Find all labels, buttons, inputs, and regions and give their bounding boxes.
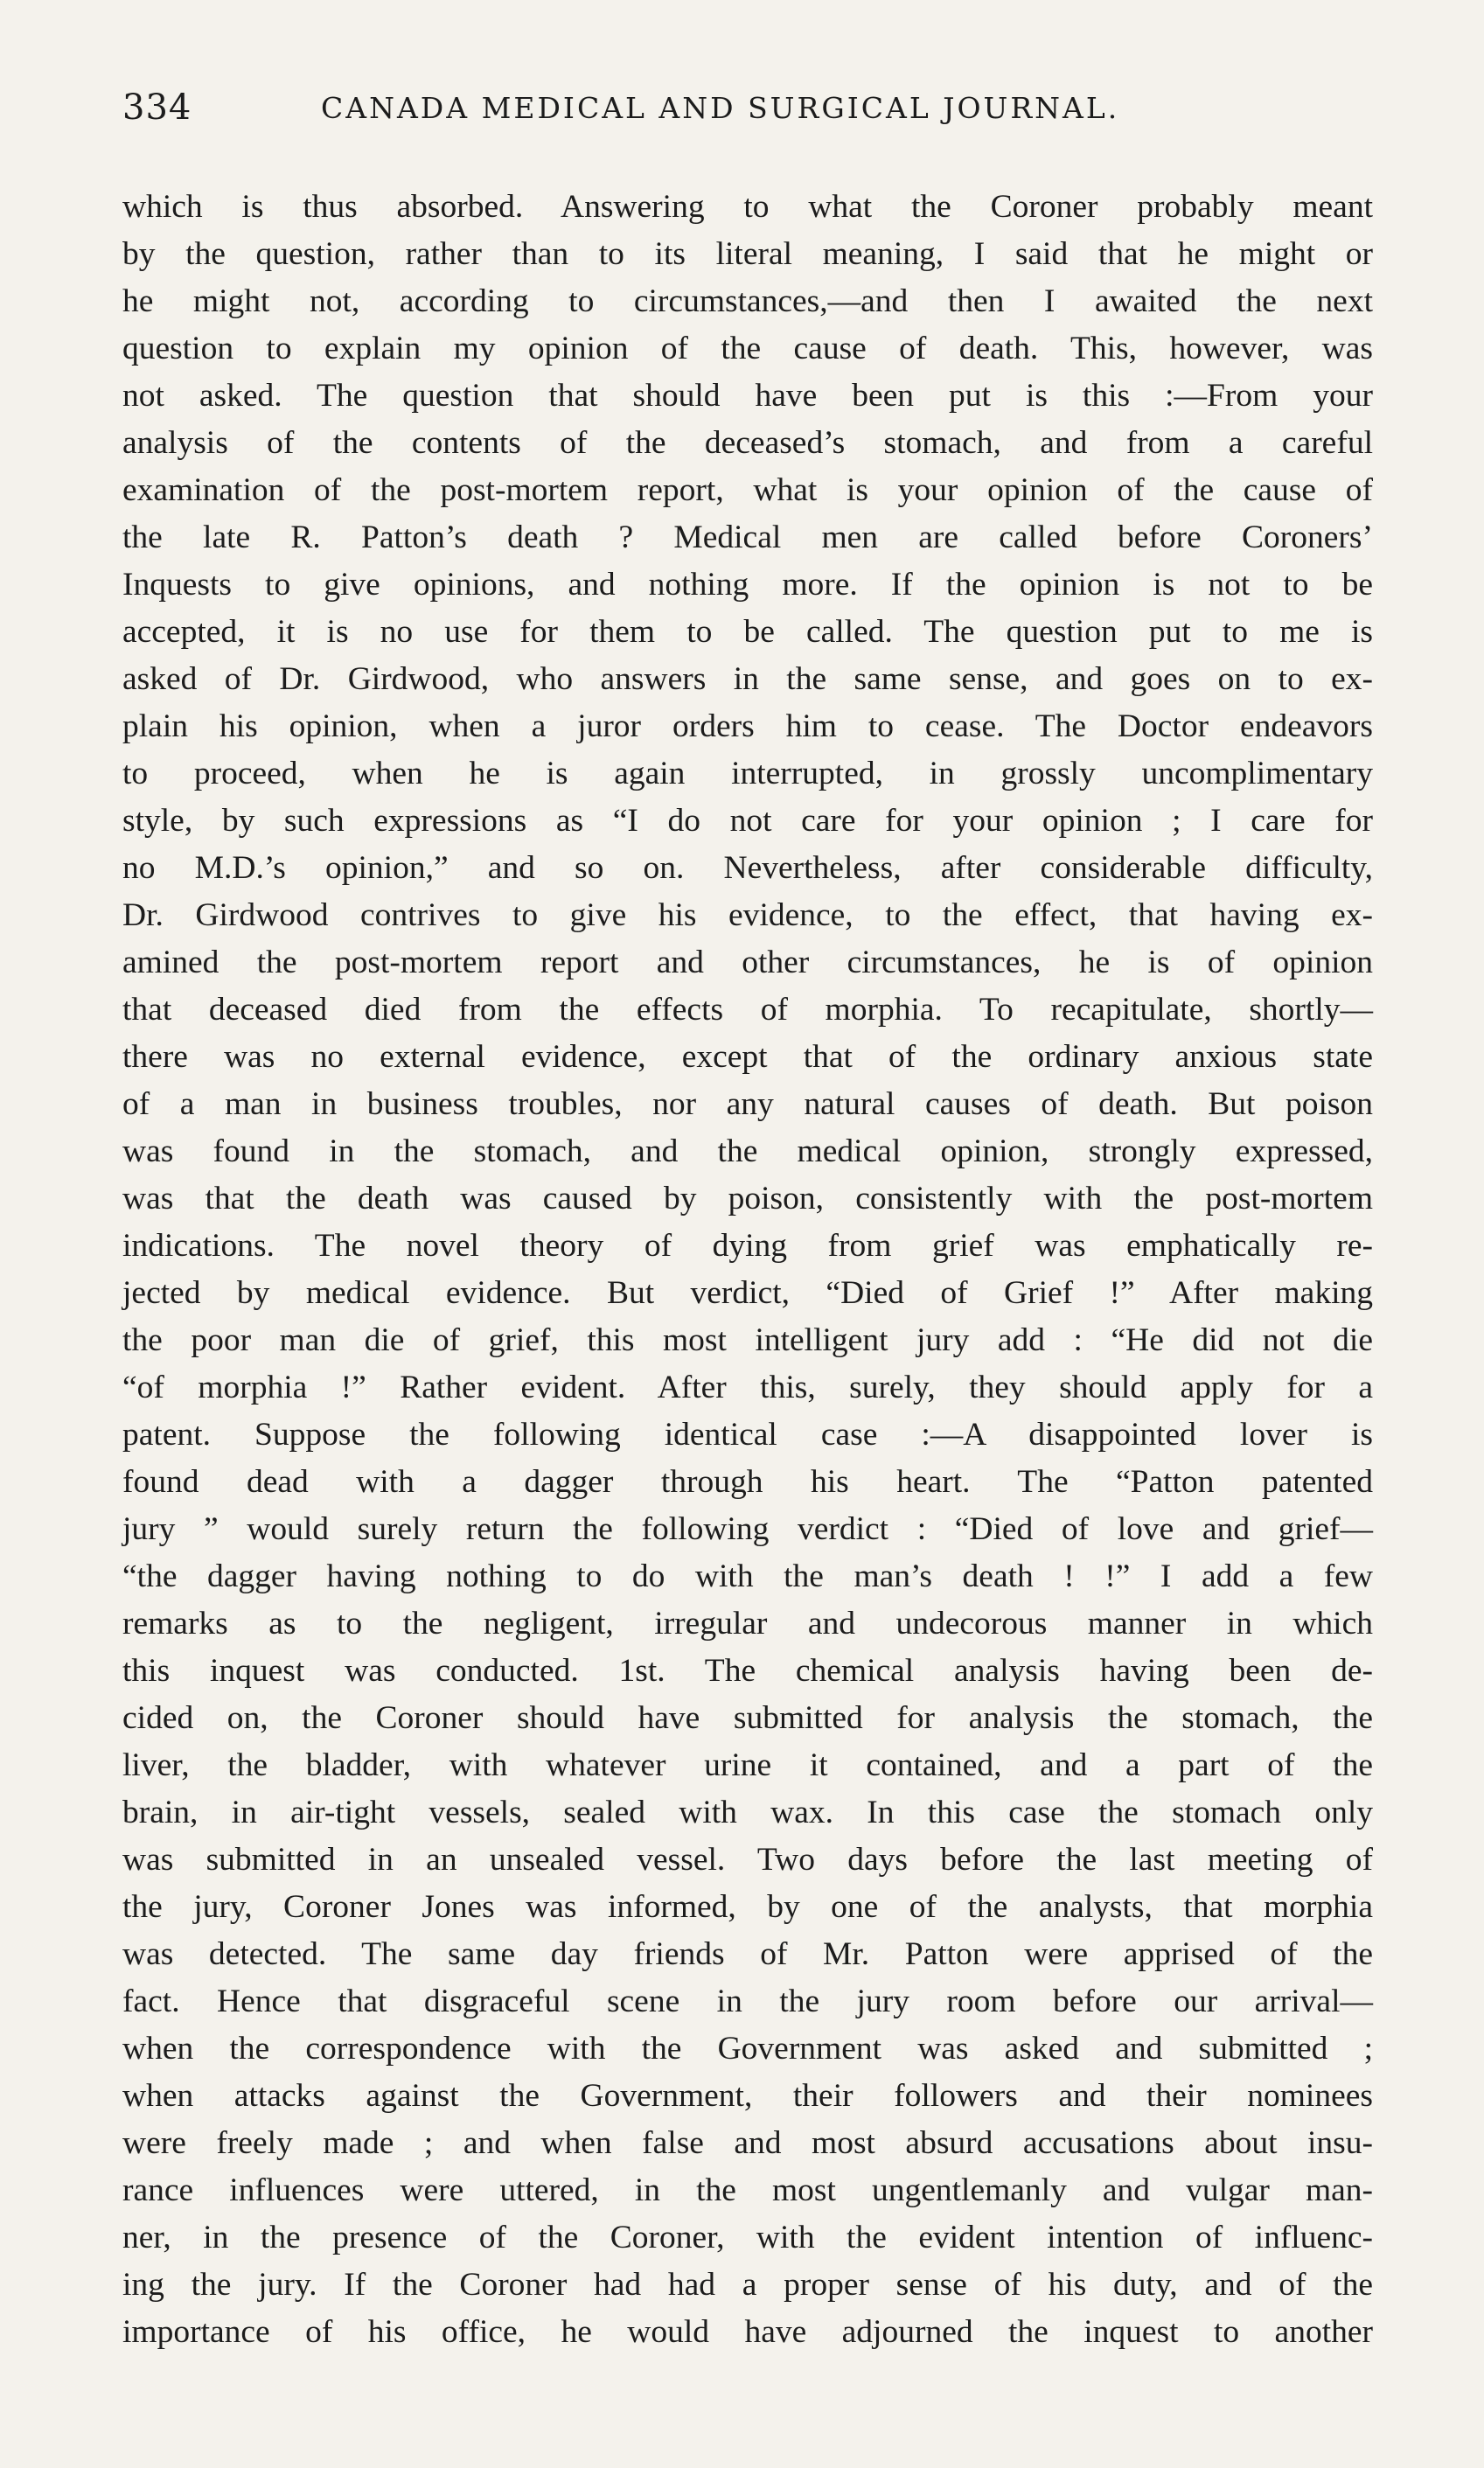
text-line: the jury, Coroner Jones was informed, by one of the analysts, that morphia — [122, 1889, 1373, 1925]
text-line: Dr. Girdwood contrives to give his evidence, to the effect, that having ex- — [122, 897, 1373, 933]
text-line: plain his opinion, when a juror orders him to cease. The Doctor endeavors — [122, 708, 1373, 744]
text-line: which is thus absorbed. Answering to what the Coroner probably meant — [122, 189, 1373, 225]
text-line: this inquest was conducted. 1st. The chemical analysis having been de- — [122, 1653, 1373, 1689]
text-line: when the correspondence with the Government was asked and submitted ; — [122, 2031, 1373, 2067]
text-line: the poor man die of grief, this most intelligent jury add : “He did not die — [122, 1322, 1373, 1358]
text-line: there was no external evidence, except that of the ordinary anxious state — [122, 1039, 1373, 1075]
text-line: of a man in business troubles, nor any natural causes of death. But poison — [122, 1086, 1373, 1122]
text-line: were freely made ; and when false and most absurd accusations about insu- — [122, 2125, 1373, 2161]
text-line: by the question, rather than to its literal meaning, I said that he might or — [122, 236, 1373, 272]
text-line: the late R. Patton’s death ? Medical men are called before Coroners’ — [122, 519, 1373, 555]
text-line: fact. Hence that disgraceful scene in the jury room before our arrival— — [122, 1983, 1373, 2019]
text-line: was submitted in an unsealed vessel. Two days before the last meeting of — [122, 1842, 1373, 1878]
text-line: jected by medical evidence. But verdict, “Died of Grief !” After making — [122, 1275, 1373, 1311]
text-line: question to explain my opinion of the cause of death. This, however, was — [122, 331, 1373, 366]
text-line: ner, in the presence of the Coroner, with the evident intention of influenc- — [122, 2220, 1373, 2255]
page-header — [122, 87, 1347, 140]
text-line: importance of his office, he would have adjourned the inquest to another — [122, 2314, 1373, 2350]
text-line: asked of Dr. Girdwood, who answers in the same sense, and goes on to ex- — [122, 661, 1373, 697]
running-title: CANADA MEDICAL AND SURGICAL JOURNAL. — [321, 91, 1120, 125]
text-line: style, by such expressions as “I do not care for your opinion ; I care for — [122, 803, 1373, 839]
article-body — [122, 184, 1373, 2356]
text-line: cided on, the Coroner should have submitted for analysis the stomach, the — [122, 1700, 1373, 1736]
text-line: brain, in air-tight vessels, sealed with wax. In this case the stomach only — [122, 1795, 1373, 1830]
text-line: accepted, it is no use for them to be called. The question put to me is — [122, 614, 1373, 650]
text-line: he might not, according to circumstances,—and then I awaited the next — [122, 283, 1373, 319]
text-line: “of morphia !” Rather evident. After this, surely, they should apply for a — [122, 1370, 1373, 1405]
page-number: 334 — [122, 87, 192, 128]
text-line: patent. Suppose the following identical case :—A disappointed lover is — [122, 1417, 1373, 1453]
text-line: remarks as to the negligent, irregular and undecorous manner in which — [122, 1606, 1373, 1642]
text-line: amined the post-mortem report and other circumstances, he is of opinion — [122, 945, 1373, 980]
text-line: was found in the stomach, and the medical opinion, strongly expressed, — [122, 1133, 1373, 1169]
text-line: found dead with a dagger through his heart. The “Patton patented — [122, 1464, 1373, 1500]
text-line: Inquests to give opinions, and nothing more. If the opinion is not to be — [122, 567, 1373, 603]
text-line: was detected. The same day friends of Mr. Patton were apprised of the — [122, 1936, 1373, 1972]
text-line: to proceed, when he is again interrupted, in grossly uncomplimentary — [122, 756, 1373, 791]
text-line: ing the jury. If the Coroner had had a proper sense of his duty, and of the — [122, 2267, 1373, 2303]
text-line: jury ” would surely return the following verdict : “Died of love and grief— — [122, 1511, 1373, 1547]
text-line: liver, the bladder, with whatever urine it contained, and a part of the — [122, 1747, 1373, 1783]
text-line: indications. The novel theory of dying from grief was emphatically re- — [122, 1228, 1373, 1264]
text-line: that deceased died from the effects of morphia. To recapitulate, shortly— — [122, 992, 1373, 1028]
text-line: was that the death was caused by poison, consistently with the post-mortem — [122, 1181, 1373, 1217]
text-line: no M.D.’s opinion,” and so on. Nevertheless, after considerable difficulty, — [122, 850, 1373, 886]
text-line: analysis of the contents of the deceased’s stomach, and from a careful — [122, 425, 1373, 461]
text-line: examination of the post-mortem report, what is your opinion of the cause of — [122, 472, 1373, 508]
text-line: when attacks against the Government, their followers and their nominees — [122, 2078, 1373, 2114]
text-line: not asked. The question that should have been put is this :—From your — [122, 378, 1373, 414]
text-line: rance influences were uttered, in the most ungentlemanly and vulgar man- — [122, 2172, 1373, 2208]
text-line: “the dagger having nothing to do with the man’s death ! !” I add a few — [122, 1558, 1373, 1594]
